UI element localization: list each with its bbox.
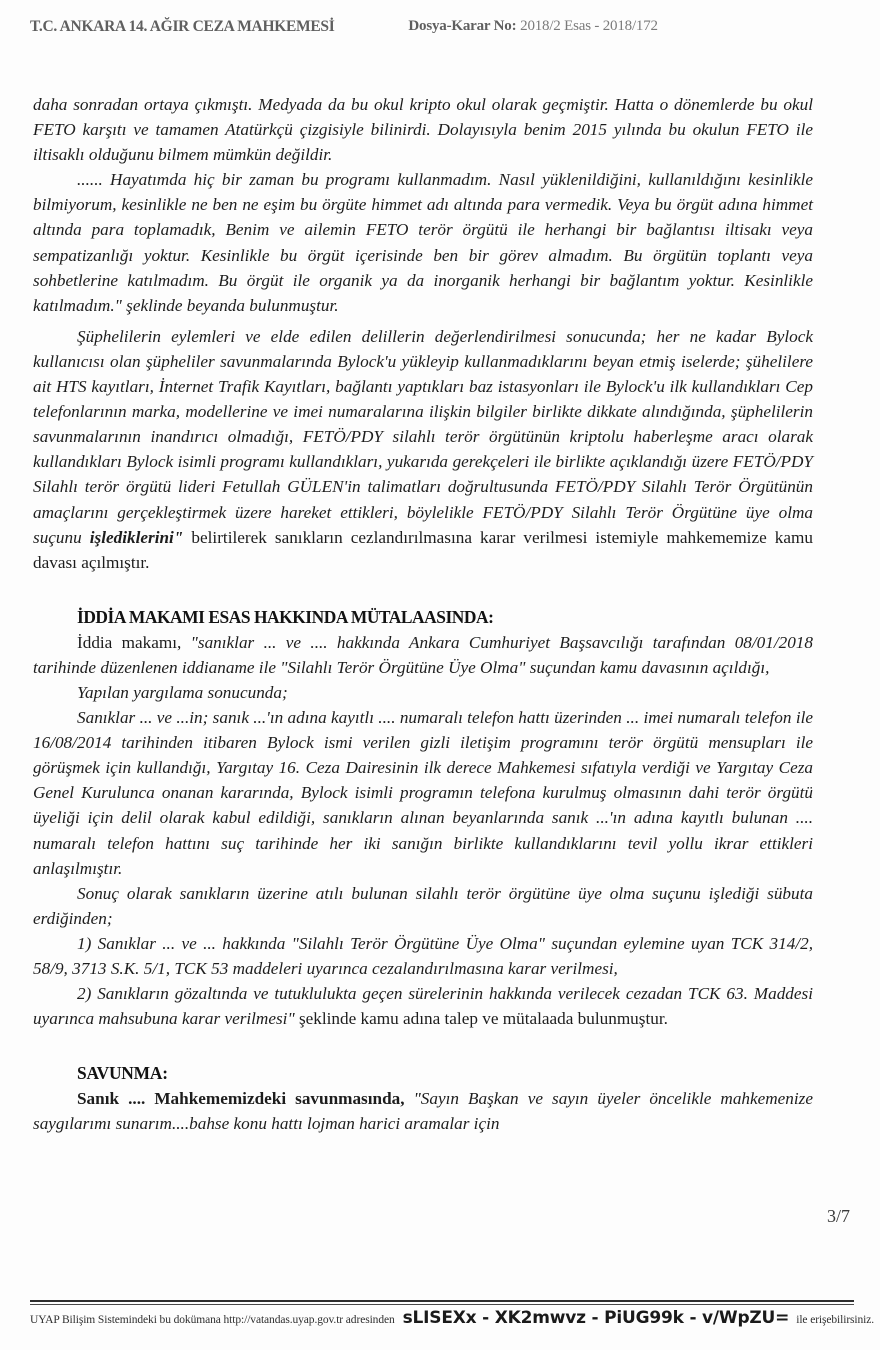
defense-italic-quote: "Sayın Başkan ve sayın üyeler öncelikle mahkemenize saygılarımı sunarım....bahse konu hattı lojman harici aramalar için	[33, 1089, 813, 1134]
prosecution-roman-lead: İddia makamı,	[77, 632, 191, 652]
paragraph-trial-result: Yapılan yargılama sonucunda;	[77, 682, 288, 702]
paragraph-bylock-findings: Sanıklar ... ve ...in; sanık ...'ın adına kayıtlı .... numaralı telefon hattı üzerinden ... imei numaralı telefon ile 16/08/2014 tarihinden itibaren Bylock ismi verilen gizli iletişim programını terör örgütü mensupları ile görüşmek için kullandığı, Yargıtay 16. Ceza Dairesinin ilk derece Mahkemesi sıfatıyla verdiği ve Yargıtay Ceza Genel Kurulunca onanan kararında, Bylock isimli programın telefona kurulmuş olmasının dahi terör örgütü üyeliği için delil olarak kabul edildiği, sanıkların alınan beyanlarında sanık ...'ın adına kayıtlı bulunan .... numaralı telefon hattını suç tarihinde her iki sanığın birlikte kullandıklarını tevil yollu ikrar ettikleri anlaşılmıştır.	[33, 708, 813, 878]
document-body	[33, 92, 813, 1136]
evaluation-roman-tail: belirtilerek sanıkların cezlandırılmasına karar verilmesi istemiyle mahkememize kamu davası açılmıştır.	[33, 527, 813, 572]
request-2-roman-tail: şeklinde kamu adına talep ve mütalaada bulunmuştur.	[294, 1009, 668, 1029]
paragraph-defendant-statement: ...... Hayatımda hiç bir zaman bu programı kullanmadım. Nasıl yüklenildiğini, kullanıldığını kesinlikle bilmiyorum, kesinlikle ne ben ne eşim bu örgüte himmet adı altında para vermedik. Veya bu örgüt adına himmet altında para toplamadık, Benim ve ailemin FETO terör örgütü ile herhangi bir bağlantısı iltisakı veya sempatizanlığı yoktur. Kesinlikle bu örgüt içerisinde ben bir görev almadım. Bu örgütün toplantı veya sohbetlerine katılmadım. Bu örgüt ile organik ya da inorganik herhangi bir bağlantım yoktur. Kesinlikle katılmadım." şeklinde beyanda bulunmuştur.	[33, 170, 813, 315]
court-name: T.C. ANKARA 14. AĞIR CEZA MAHKEMESİ	[30, 18, 335, 35]
paragraph-defense-statement	[33, 1086, 813, 1136]
document-header	[30, 18, 850, 46]
document-footer	[30, 1300, 875, 1328]
footer-divider	[30, 1300, 854, 1305]
paragraph-request-item-1: 1) Sanıklar ... ve ... hakkında "Silahlı Terör Örgütüne Üye Olma" suçundan eylemine uyan TCK 314/2, 58/9, 3713 S.K. 5/1, TCK 53 maddeleri uyarınca cezalandırılmasına karar verilmesi,	[33, 933, 813, 978]
heading-iddia-makami: İDDİA MAKAMI ESAS HAKKINDA MÜTALAASINDA:	[77, 606, 494, 627]
case-number-value: 2018/2 Esas - 2018/172	[520, 18, 658, 34]
case-number	[408, 18, 657, 35]
prosecution-italic-quote: "sanıklar ... ve .... hakkında Ankara Cumhuriyet Başsavcılığı tarafından 08/01/2018 tarihinde düzenlenen iddianame ile "Silahlı Terör Örgütüne Üye Olma" suçundan kamu davasının açıldığı,	[33, 632, 813, 677]
page-number: 3/7	[826, 1206, 850, 1226]
paragraph-evaluation	[33, 324, 813, 575]
verification-code: sLISEXx - XK2mwvz - PiUG99k - v/WpZU=	[402, 1308, 790, 1328]
case-number-label: Dosya-Karar No:	[408, 18, 517, 34]
footer-verification-line	[30, 1308, 875, 1328]
paragraph-request-item-2	[33, 981, 813, 1031]
defense-bold-lead: Sanık .... Mahkememizdeki savunmasında,	[77, 1089, 405, 1109]
paragraph-prosecution-opinion	[33, 630, 813, 680]
footer-text-left: UYAP Bilişim Sistemindeki bu dokümana http://vatandas.uyap.gov.tr adresinden	[30, 1314, 395, 1326]
request-2-italic: 2) Sanıkların gözaltında ve tutuklulukta geçen sürelerinin hakkında verilecek cezadan TCK 63. Maddesi uyarınca mahsubuna karar verilmesi"	[33, 984, 813, 1029]
heading-savunma: SAVUNMA:	[77, 1063, 168, 1084]
evaluation-italic-text: Şüphelilerin eylemleri ve elde edilen delillerin değerlendirilmesi sonucunda; her ne kadar Bylock kullanıcısı olan şüpheliler savunmalarında Bylock'u yükleyip kullanmadıklarını beyan etmiş iselerde; şühelilere ait HTS kayıtları, İnternet Trafik Kayıtları, bağlantı yaptıkları baz istasyonları ile Bylock'u ilk kullandıkları Cep telefonlarının marka, modellerine ve imei numaralarına ilişkin bilgiler birlikte dikkate alındığında, şüphelilerin savunmalarının inandırıcı olmadığı, FETÖ/PDY silahlı terör örgütünün kriptolu haberleşme aracı olarak kullandıkları Bylock isimli programı kullandıkları, yukarıda gerekçeleri ile birlikte açıklandığı üzere FETÖ/PDY Silahlı terör örgütü lideri Fetullah GÜLEN'in talimatları doğrultusunda FETÖ/PDY Silahlı Terör Örgütünün amaçlarını gerçekleştirmek üzere hareket ettikleri, böylelikle FETÖ/PDY Silahlı Terör Örgütüne üye olma suçunu	[33, 326, 813, 547]
evaluation-bold-phrase: işlediklerini"	[89, 527, 184, 547]
paragraph-continuation: daha sonradan ortaya çıkmıştı. Medyada da bu okul kripto okul olarak geçmiştir. Hatta o dönemlerde bu okul FETO karşıtı ve tamamen Atatürkçü çizgisiyle bilinirdi. Dolayısıyla benim 2015 yılında bu okulun FETO ile iltisaklı olduğunu bilmem mümkün değildir.	[33, 95, 813, 165]
footer-text-right: ile erişebilirsiniz.	[796, 1314, 875, 1326]
paragraph-conclusion: Sonuç olarak sanıkların üzerine atılı bulunan silahlı terör örgütüne üye olma suçunu işlediği sübuta erdiğinden;	[33, 883, 813, 928]
